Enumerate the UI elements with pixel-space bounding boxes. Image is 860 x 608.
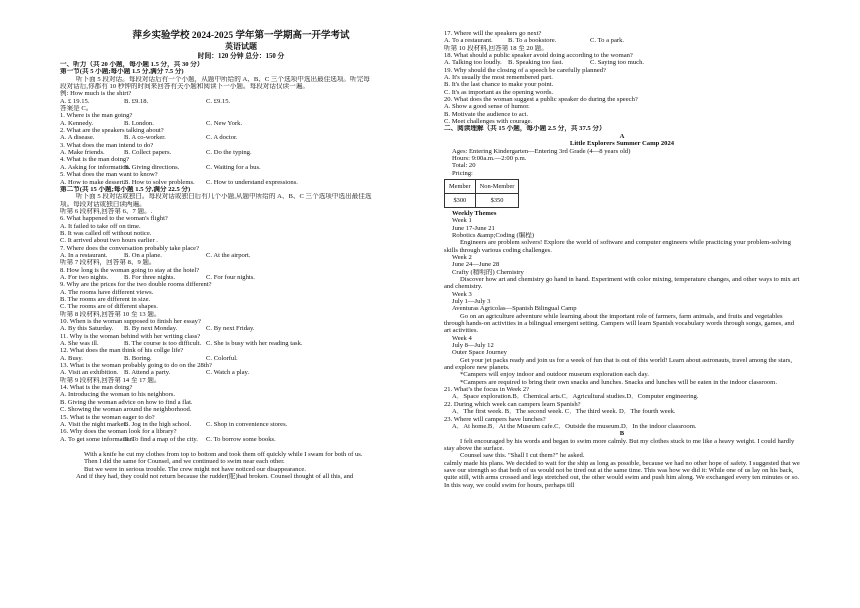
text-line: C. It arrived about two hours earlier . bbox=[60, 237, 158, 245]
week-dates: June 17-June 21 bbox=[452, 224, 495, 232]
weekly-themes bbox=[444, 217, 800, 371]
passage-b-paragraph-1: I felt encouraged by his words and began to swim more calmly. But my clothes stuck to me like a heavy weight. I could hardly stay above the surface. bbox=[444, 437, 795, 452]
text-line: 10. When is the woman supposed to finish her essay? bbox=[60, 318, 201, 326]
answer-options bbox=[60, 340, 422, 347]
camp-note-2: *Campers are required to bring their own snacks and lunches. Snacks and lunches will be eaten in the indoor classroom. bbox=[460, 378, 777, 386]
answer-option: B. £9.18. bbox=[124, 97, 149, 105]
text-line: B. It was called off without notice. bbox=[60, 229, 152, 237]
text-line: 3. What does the man intend to do? bbox=[60, 141, 154, 149]
answer-option: A. She was ill. bbox=[60, 340, 99, 348]
section-heading: 第一节(共 5 小题;每小题 1.5 分,满分 7.5 分) bbox=[60, 68, 184, 76]
right-column bbox=[444, 30, 800, 489]
question: 23. Where will campers have lunches? bbox=[444, 415, 546, 423]
text-line: 14. What is the man doing? bbox=[60, 384, 133, 392]
answer-option: C. At the airport. bbox=[206, 251, 251, 259]
text-line: 12. What does the man think of his collge life? bbox=[60, 347, 184, 355]
answer-options bbox=[444, 59, 800, 66]
passage-b bbox=[444, 430, 800, 489]
price-header-member: Member bbox=[445, 179, 476, 193]
answer-options bbox=[60, 252, 422, 259]
answer-option: C. £9.15. bbox=[206, 97, 231, 105]
week-dates: July 8—July 12 bbox=[452, 342, 494, 350]
answer-option: A. Asking for information. bbox=[60, 163, 131, 171]
text-line: 16. Why does the woman look for a library? bbox=[60, 428, 177, 436]
week-theme: Robotics &amp;Coding (编程) bbox=[452, 231, 535, 239]
week-dates: June 24—June 28 bbox=[452, 261, 500, 269]
passage-b-paragraph-3: calmly made his plans. We decided to wait for the ship as long as possible, because we had no other hope of safety. I suggested that we save our strength so that both of us would not be tired out at the same time. This was how we did it: While one of us lay on his back, quite still, with arms crossed and legs stretched out, the other would swim and push him along. We exchanged every ten minutes or so. In this way, we could swim for hours, perhaps till bbox=[444, 459, 800, 489]
text-line: C. Meet challenges with courage. bbox=[444, 118, 533, 126]
answer-option: B. Jog in the high school. bbox=[124, 420, 192, 428]
text-line: 听第 7 段材料，回答第 8、9 题。 bbox=[60, 259, 156, 267]
text-line: 答案是 C。 bbox=[60, 105, 93, 113]
question-options: A．The first week. B．The second week. C．The third week. D．The fourth week. bbox=[452, 408, 676, 416]
answer-option: C. Saying too much. bbox=[590, 59, 645, 67]
answer-option: A. To a restaurant. bbox=[444, 37, 493, 45]
answer-options bbox=[60, 134, 422, 141]
answer-option: B. For three nights. bbox=[124, 273, 176, 281]
text-line: 17. Where will the speakers go next? bbox=[444, 30, 542, 37]
answer-option: A. By this Saturday. bbox=[60, 325, 114, 333]
answer-option: B. A co-worker. bbox=[124, 134, 166, 142]
camp-pricing-label: Pricing: bbox=[452, 169, 473, 177]
passage-line: Then I did the same for Counsel, and we continued to swim near each other. bbox=[84, 458, 285, 466]
text-line: B. Motivate the audience to act. bbox=[444, 110, 529, 118]
exam-meta: 时间：120 分钟 总分：150 分 bbox=[197, 53, 285, 60]
answer-option: C. By next Friday. bbox=[206, 325, 255, 333]
text-line: 听第 9 段材料,回答第 14 至 17 题。 bbox=[60, 376, 161, 384]
camp-note-1: *Campers will enjoy indoor and outdoor museum exploration each day. bbox=[460, 371, 649, 379]
answer-option: B. Collect papers. bbox=[124, 149, 172, 157]
text-line: 听第 6 段材料,回答第 6、7 题。. bbox=[60, 207, 153, 215]
text-line: 13. What is the woman probably going to do on the 28th? bbox=[60, 362, 212, 370]
answer-options bbox=[60, 98, 422, 105]
text-line: A. Show a good sense of humor. bbox=[444, 103, 530, 111]
answer-option: C. For four nights. bbox=[206, 273, 255, 281]
week-theme: Crafty (精明的) Chemistry bbox=[452, 268, 524, 276]
week-label: Week 1 bbox=[452, 217, 472, 225]
text-line: 20. What does the woman suggest a public speaker do during the speech? bbox=[444, 96, 638, 104]
section-heading: 二、阅读理解（共 15 小题，每小题 2.5 分，共 37.5 分） bbox=[444, 125, 606, 133]
passage-line: With a knife he cut my clothes from top to bottom and took them off quickly while I swam for both of us. bbox=[84, 450, 363, 458]
text-line: B. Giving the woman advice on how to find a flat. bbox=[60, 398, 193, 406]
weekly-themes-title: Weekly Themes bbox=[452, 209, 497, 217]
text-line: A. It failed to take off on time. bbox=[60, 222, 141, 230]
answer-option: B. The course is too difficult. bbox=[124, 340, 202, 348]
passage-line: And if they had, they could not return because the rudder(舵)had broken. Counsel thought of all this, and bbox=[76, 472, 354, 480]
text-line: 听下面 5 段对话。每段对话后有一个小题，从题中所给的 A、B、C 三个选项中选出最佳选项。听完每 bbox=[76, 75, 370, 83]
answer-option: C. To a park. bbox=[590, 37, 625, 45]
question-options: A．At home.B．At the Museum cafe.C．Outside the museum.D．In the indoor classroom. bbox=[452, 422, 697, 430]
week-label: Week 3 bbox=[452, 290, 472, 298]
answer-option: B. London. bbox=[124, 119, 154, 127]
answer-option: B. Speaking too fast. bbox=[508, 59, 564, 67]
week-description: Get your jet packs ready and join us for a week of fun that is out of this world! Learn about astronauts, travel among the stars, and explore new planets. bbox=[444, 356, 792, 372]
week-label: Week 4 bbox=[452, 334, 472, 342]
answer-option: C. Watch a play. bbox=[206, 369, 250, 377]
text-line: 8. How long is the woman going to stay at the hotel? bbox=[60, 266, 200, 274]
text-line: C. The rooms are of different shapes. bbox=[60, 303, 158, 311]
text-line: B. It's the last chance to make your point. bbox=[444, 81, 554, 89]
text-line: 听第 10 段材料,回答第 18 至 20 题。 bbox=[444, 44, 548, 52]
answer-option: A. Visit an exhibition. bbox=[60, 369, 119, 377]
passage-line: But we were in serious trouble. The crew might not have noticed our disappearance. bbox=[84, 465, 306, 473]
text-line: 15. What is the woman eager to do? bbox=[60, 413, 155, 421]
answer-option: A. How to make dessert. bbox=[60, 178, 126, 186]
week-description: Go on an agriculture adventure while learning about the important role of farmers, farm animals, and fruits and vegetables through hands-on activities in a bilingual emergent setting. Campers will learn Spanish vocabulary words through songs, games, and art activities. bbox=[444, 312, 795, 335]
passage-b-continuation bbox=[60, 451, 422, 480]
camp-title: Little Explorers Summer Camp 2024 bbox=[569, 140, 675, 148]
passage-a bbox=[444, 133, 800, 430]
answer-options bbox=[60, 355, 422, 362]
price-header-non-member: Non-Member bbox=[475, 179, 519, 193]
listening-section-continued bbox=[444, 30, 800, 133]
answer-option: C. She is busy with her reading task. bbox=[206, 340, 303, 348]
answer-option: C. Shop in convenience stores. bbox=[206, 420, 288, 428]
question-options: A．Space exploration.B．Chemical arts.C．Agricultural studies.D．Computer engineering. bbox=[452, 393, 699, 401]
text-line: 2. What are the speakers talking about? bbox=[60, 127, 164, 135]
price-member: $300 bbox=[445, 193, 476, 207]
answer-options bbox=[60, 421, 422, 428]
camp-total: Total: 20 bbox=[452, 162, 476, 170]
price-non-member: $350 bbox=[475, 193, 519, 207]
answer-option: A. Kennedy. bbox=[60, 119, 94, 127]
week-dates: July 1—July 3 bbox=[452, 298, 491, 305]
left-column bbox=[60, 30, 422, 480]
text-line: 听第 8 段材料,回答第 10 至 13 题。 bbox=[60, 310, 161, 318]
week-description: Engineers are problem solvers! Explore the world of software and computer engineers while practicing your problem-solving skills through various coding challenges. bbox=[444, 239, 791, 254]
passage-b-paragraph-2: Counsel saw this. "Shall I cut them?" he asked. bbox=[460, 452, 585, 460]
text-line: C. Showing the woman around the neighborhood. bbox=[60, 406, 192, 414]
question: 22. During which week can campers learn Spanish? bbox=[444, 400, 581, 408]
answer-option: B. How to solve problems. bbox=[124, 178, 195, 186]
answer-options bbox=[444, 37, 800, 44]
answer-options bbox=[60, 179, 422, 186]
answer-option: A. In a restaurant. bbox=[60, 251, 108, 259]
answer-options bbox=[60, 164, 422, 171]
answer-option: A. Make friends. bbox=[60, 149, 105, 157]
text-line: 7. Where does the conversation probably take place? bbox=[60, 244, 200, 252]
week-theme: Outer Space Journey bbox=[452, 349, 507, 357]
text-line: 9. Why are the prices for the two double rooms different? bbox=[60, 281, 212, 289]
week-label: Week 2 bbox=[452, 253, 472, 261]
answer-option: C. To borrow some books. bbox=[206, 435, 276, 443]
answer-option: A. For two nights. bbox=[60, 273, 109, 281]
answer-option: B. Attend a party. bbox=[124, 369, 171, 377]
answer-option: B. To a bookstore. bbox=[508, 37, 557, 45]
text-line: 4. What is the man doing? bbox=[60, 156, 130, 164]
answer-option: A. Busy. bbox=[60, 354, 83, 362]
answer-options bbox=[60, 369, 422, 376]
exam-subject: 英语试题 bbox=[225, 42, 257, 51]
text-line: C. It's as important as the opening words. bbox=[444, 88, 554, 96]
text-line: 听下面 5 段对话或独白。每段对话或独白后有几个小题,从题中所给的 A、B、C 三个选项中选出最佳选 bbox=[76, 193, 372, 201]
text-line: 段对话后,你都有 10 秒钟的时间来回答有关小题和阅读下一小题。每段对话仅读一遍。 bbox=[60, 83, 309, 91]
text-line: 例: How much is the shirt? bbox=[60, 90, 132, 98]
answer-option: C. A doctor. bbox=[206, 134, 238, 142]
week-theme: Aventuras Agricolas—Spanish Bilingual Camp bbox=[452, 305, 577, 313]
answer-option: A. Visit the night market. bbox=[60, 420, 127, 428]
text-line: A. It's usually the most remembered part. bbox=[444, 74, 553, 82]
answer-option: B. Giving directions. bbox=[124, 163, 180, 171]
text-line: 1. Where is the man going? bbox=[60, 112, 133, 120]
text-line: 6. What happened to the woman's flight? bbox=[60, 215, 168, 223]
reading-questions bbox=[444, 386, 800, 430]
answer-option: B. To find a map of the city. bbox=[124, 435, 198, 443]
answer-option: A. Talking too loudly. bbox=[444, 59, 502, 67]
answer-option: C. How to understand expressions. bbox=[206, 178, 298, 186]
answer-option: A. To get some information. bbox=[60, 435, 135, 443]
text-line: 5. What does the man want to know? bbox=[60, 171, 158, 179]
answer-option: A. A disease. bbox=[60, 134, 95, 142]
answer-options bbox=[60, 149, 422, 156]
text-line: 18. What should a public speaker avoid doing according to the woman? bbox=[444, 52, 633, 60]
answer-option: C. Waiting for a bus. bbox=[206, 163, 261, 171]
passage-a-letter: A bbox=[619, 132, 625, 140]
listening-section bbox=[60, 61, 422, 443]
text-line: 项。每段对话或独白读两遍。 bbox=[60, 200, 146, 208]
text-line: 11. Why is the woman behind with her writing class? bbox=[60, 332, 201, 340]
pricing-table bbox=[444, 179, 519, 208]
answer-option: B. Boring. bbox=[124, 354, 152, 362]
answer-option: B. By next Monday. bbox=[124, 325, 178, 333]
week-description: Discover how art and chemistry go hand in hand. Experiment with color mixing, temperature changes, and other ways to mix art and chemistry. bbox=[444, 275, 800, 291]
camp-hours: Hours: 9:00a.m.—2:00 p.m. bbox=[452, 154, 527, 162]
text-line: 19. Why should the closing of a speech be carefully planned? bbox=[444, 66, 606, 74]
exam-title: 萍乡实验学校 2024-2025 学年第一学期高一开学考试 bbox=[132, 31, 350, 41]
question: 21. What’s the focus in Week 2? bbox=[444, 386, 530, 394]
passage-b-letter: B bbox=[619, 430, 625, 438]
text-line: A. Introducing the woman to his neighbors. bbox=[60, 391, 176, 399]
answer-options bbox=[60, 120, 422, 127]
text-line: B. The rooms are different in size. bbox=[60, 296, 151, 303]
answer-option: A. £ 19.15. bbox=[60, 97, 90, 105]
section-heading: 第二节(共 15 小题;每小题 1.5 分,满分 22.5 分) bbox=[60, 185, 191, 193]
camp-ages: Ages: Entering Kindergarten—Entering 3rd Grade (4—8 years old) bbox=[452, 147, 631, 155]
answer-options bbox=[60, 274, 422, 281]
answer-option: B. On a plane. bbox=[124, 251, 162, 259]
text-line: A. The rooms have different views. bbox=[60, 288, 154, 296]
answer-options bbox=[60, 436, 422, 443]
answer-option: C. Colorful. bbox=[206, 354, 238, 362]
answer-option: C. Do the typing. bbox=[206, 149, 252, 157]
section-heading: 一、听力（共 20 小题，每小题 1.5 分，共 30 分） bbox=[60, 61, 204, 68]
answer-option: C. New York. bbox=[206, 119, 243, 127]
answer-options bbox=[60, 325, 422, 332]
